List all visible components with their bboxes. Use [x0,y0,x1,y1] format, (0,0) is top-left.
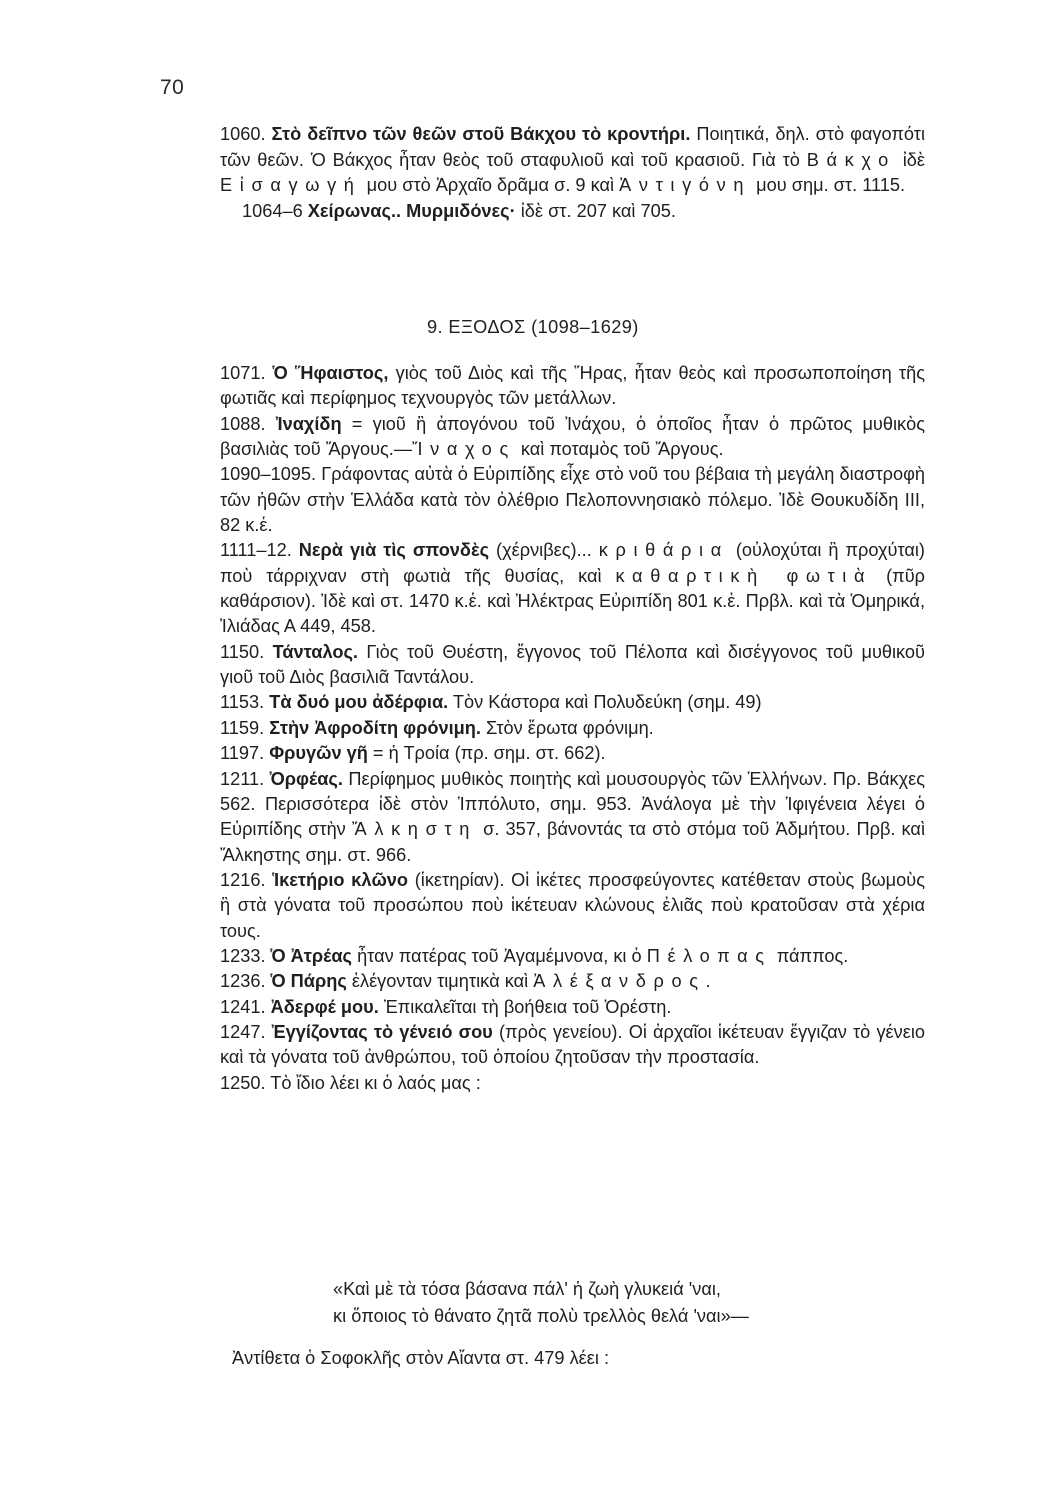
spaced-word: Ἴναχος [412,439,516,460]
spaced-word: Πέλοπας [646,945,772,966]
note-1153 [220,690,925,715]
note-text: (ἱκετηρίαν). Οἱ ἱκέτες προσφεύγοντες κατέθεταν στοὺς βωμοὺς ἢ στὰ γόνατα τοῦ προσώπου ποὺ ἱκέτευαν κλώνους ἐλιᾶς ποὺ κρατοῦσαν στὰ χέρια τους. [220,869,925,941]
note-number: 1064–6 [242,200,303,221]
note-text: μου σημ. στ. 1115. [751,175,906,195]
verse-line-2: κι ὅποιος τὸ θάνατο ζητᾶ πολὺ τρελλὸς θελά 'ναι»— [333,1306,749,1326]
page-number: 70 [160,76,185,99]
note-number: 1088. [220,413,266,434]
note-text: Περίφημος μυθικὸς ποιητὴς καὶ μουσουργὸς τῶν Ἑλλήνων. Πρ. Βάκχες 562. Περισσότερα ἰδὲ στὸν Ἱππόλυτο, σημ. 953. Ἀνάλογα μὲ τὴν Ἰφιγένεια λέγει ὁ Εὐριπίδης στὴν [220,768,925,840]
note-1159 [220,716,925,741]
note-1250 [220,1071,925,1096]
note-text: Γράφοντας αὐτὰ ὁ Εὐριπίδης εἶχε στὸ νοῦ του βέβαια τὴ μεγάλη διαστροφὴ τῶν ἠθῶν στὴν Ἑλλάδα κατὰ τὸν ὀλέθριο Πελοποννησιακὸ πόλεμο. Ἰδὲ Θουκυδίδη III, 82 κ.ἑ. [220,464,925,536]
note-lemma: Ἐγγίζοντας τὸ γένειό σου [271,1021,493,1042]
spaced-word: Βάκχο [806,149,896,170]
note-number: 1153. [220,692,265,713]
note-1071 [220,361,925,412]
note-number: 1233. [220,945,266,966]
note-1111 [220,538,925,639]
note-1060 [220,122,925,199]
note-text: ἦταν πατέρας τοῦ Ἀγαμέμνονα, κι ὁ [352,945,647,966]
note-lemma: Ὁ Ἀτρέας [270,945,353,966]
note-lemma: Μυρμιδόνες· [406,200,516,221]
note-lemma: Στὸ δεῖπνο τῶν θεῶν στοῦ Βάκχου τὸ κροντήρι. [271,124,691,144]
note-text: Τὸν Κάστορα καὶ Πολυδεύκη (σημ. 49) [448,692,762,713]
note-1211 [220,767,925,868]
spaced-word: Εἰσαγωγή [220,175,362,195]
note-lemma: Τάνταλος. [272,641,358,662]
note-number: 1111–12. [220,540,292,561]
note-number: 1150. [220,641,265,662]
note-text: ἰδὲ στ. 207 καὶ 705. [515,200,676,221]
note-text: Ἐπικαλεῖται τὴ βοήθεια τοῦ Ὀρέστη. [378,996,672,1017]
note-number: 1241. [220,996,266,1017]
note-lemma: Χείρωνας.. [307,200,402,221]
note-lemma: Ὁ Πάρης [270,971,347,992]
note-1216 [220,868,925,944]
note-1241 [220,995,925,1020]
note-1233 [220,944,925,969]
spaced-word: Ἀντιγόνη [619,175,752,195]
spaced-word: Ἀλέξανδρος [533,971,706,992]
note-text: . [705,971,711,992]
note-number: 1159. [220,717,265,738]
section-heading: 9. ΕΞΟΔΟΣ (1098–1629) [427,317,639,337]
spaced-word: κριθάρια [598,540,729,561]
note-text: Στὸν ἔρωτα φρόνιμη. [480,717,654,738]
note-lemma: Στὴν Ἀφροδίτη φρόνιμη. [269,717,481,738]
note-text: σ. 357, βάνοντάς τα στὸ στόμα τοῦ Ἀδμήτου. Πρβ. καὶ Ἄλκηστης σημ. στ. 966. [220,819,925,865]
note-text: = γιοῦ ἢ ἀπογόνου τοῦ Ἰνάχου, ὁ ὁποῖος ἦταν ὁ πρῶτος μυθικὸς βασιλιὰς τοῦ Ἄργους.— [220,413,925,460]
note-text: πάππος. [771,945,849,966]
note-number: 1071. [220,363,266,383]
note-1088 [220,412,925,463]
note-text: μου στὸ Ἀρχαῖο δρᾶμα σ. 9 καὶ [361,175,620,195]
note-lemma: Φρυγῶν γῆ [269,743,368,764]
note-lemma: Ἱκετήριο κλῶνο [272,869,409,890]
note-lemma: Ἀδερφέ μου. [270,996,379,1017]
trailing-line: Ἀντίθετα ὁ Σοφοκλῆς στὸν Αἴαντα στ. 479 λέει : [232,1348,610,1368]
note-number: 1247. [220,1021,266,1042]
note-lemma: Τὰ δυό μου ἀδέρφια. [269,692,449,713]
note-number: 1236. [220,971,266,992]
note-text: (πρὸς γενείου). Οἱ ἀρχαῖοι ἱκέτευαν ἔγγιζαν τὸ γένειο καὶ τὰ γόνατα τοῦ ἀνθρώπου, τοῦ ὁποίου ζητοῦσαν τὴν προστασία. [220,1021,925,1068]
note-1197 [220,741,925,766]
spaced-word: Ἄλκηστη [351,819,478,840]
note-number: 1211. [220,768,265,789]
note-number: 1060. [220,124,266,144]
note-1150 [220,640,925,691]
note-text: ἰδὲ [895,149,925,170]
note-text: Γιὸς τοῦ Θυέστη, ἔγγονος τοῦ Πέλοπα καὶ δισέγγονος τοῦ μυθικοῦ γιοῦ τοῦ Διὸς βασιλιᾶ Ταντάλου. [220,641,925,688]
note-text: καὶ ποταμὸς τοῦ Ἄργους. [515,439,724,460]
note-lemma: Ὀρφέας. [269,768,343,789]
note-number: 1216. [220,869,266,890]
note-text: (χέρνιβες)... [489,540,599,561]
note-text: (πῦρ καθάρσιον). Ἰδὲ καὶ στ. 1470 κ.ἑ. καὶ Ἠλέκτρας Εὐριπίδη 801 κ.ἑ. Πρβλ. καὶ τὰ Ὁμηρικά, Ἰλιάδας Α 449, 458. [220,565,925,637]
note-text: ἐλέγονταν τιμητικὰ καὶ [346,971,534,992]
note-lemma: Ἰναχίδη [275,413,342,434]
note-text: Τὸ ἴδιο λέει κι ὁ λαός μας : [265,1072,481,1093]
note-number: 1197. [220,743,265,764]
notes-block-top [220,122,925,224]
note-1247 [220,1020,925,1071]
verse-line-1: «Καὶ μὲ τὰ τόσα βάσανα πάλ' ἡ ζωὴ γλυκειά 'ναι, [333,1279,721,1299]
note-text: Ποιητικά, δηλ. στὸ φαγοπότι τῶν θεῶν. Ὁ Βάκχος ἦταν θεὸς τοῦ σταφυλιοῦ καὶ τοῦ κρασιοῦ. Γιὰ τὸ [220,124,925,170]
note-number: 1250. [220,1072,266,1093]
note-lemma: Νερὰ γιὰ τὶς σπονδὲς [298,540,490,561]
note-number: 1090–1095. [220,464,317,485]
spaced-word: καθαρτικὴ φωτιὰ [615,565,873,586]
notes-block-main [220,361,925,1096]
note-text: γιὸς τοῦ Διὸς καὶ τῆς Ἥρας, ἦταν θεὸς καὶ προσωποποίηση τῆς φωτιᾶς καὶ περίφημος τεχνουργὸς τῶν μετάλλων. [220,363,925,409]
note-1064 [220,199,925,225]
note-lemma: Ὁ Ἥφαιστος, [272,363,389,383]
note-1236 [220,969,925,994]
note-1090 [220,462,925,538]
note-text: (οὐλοχύται ἢ προχύται) ποὺ τάρριχναν στὴ φωτιὰ τῆς θυσίας, καὶ [220,540,925,586]
note-text: = ἡ Τροία (πρ. σημ. στ. 662). [367,743,606,764]
